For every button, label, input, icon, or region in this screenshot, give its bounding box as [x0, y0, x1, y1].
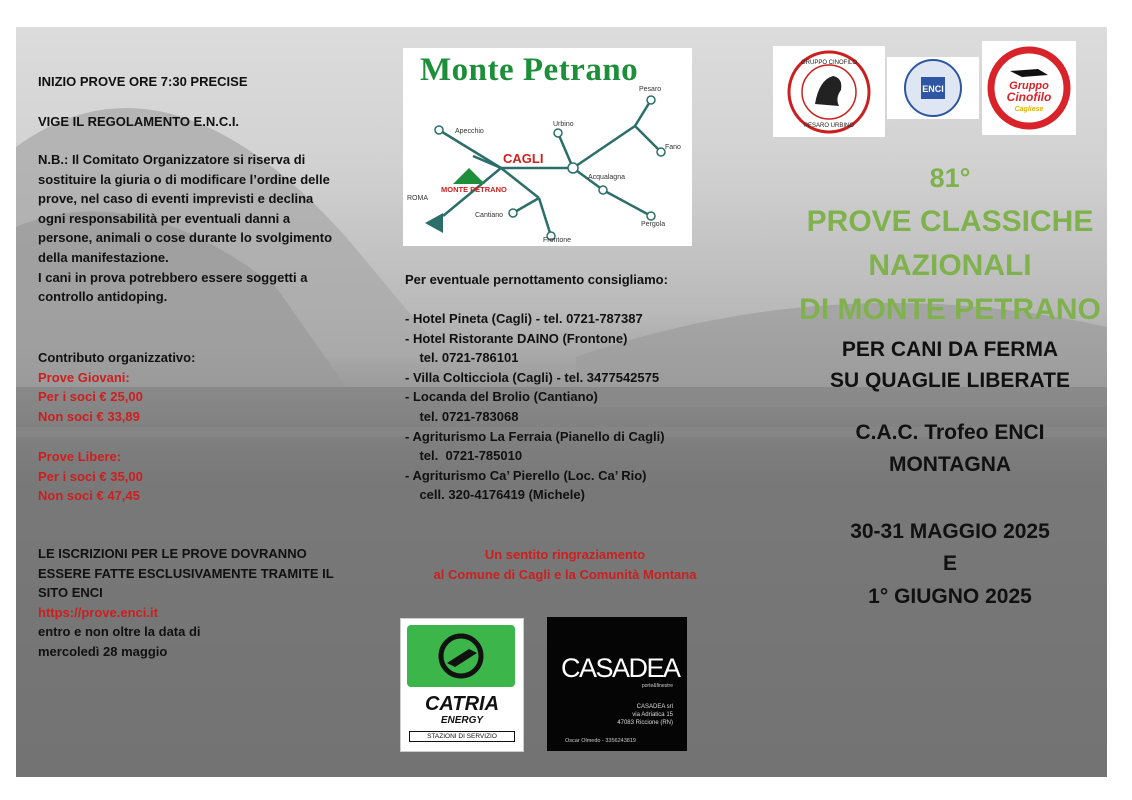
map-title: Monte Petrano: [420, 52, 639, 88]
area-map: [403, 48, 692, 246]
fuel-nozzle-icon: [407, 625, 515, 687]
enci-seal-icon: [887, 57, 979, 119]
young-nonmembers-fee: Non soci € 33,89: [38, 408, 140, 424]
event-title-line2: NAZIONALI: [868, 249, 1032, 282]
casadea-address: [617, 703, 673, 727]
lodging-list: [405, 309, 665, 505]
catria-green-panel: [407, 625, 515, 687]
map-label-cantiano: Cantiano: [475, 212, 504, 219]
note-line: controllo antidoping.: [38, 289, 168, 305]
date-line1: 30-31 MAGGIO 2025: [850, 520, 1050, 543]
free-fees-block: [38, 447, 143, 506]
brochure-page: [16, 27, 1107, 777]
lodging-line: tel. 0721-783068: [405, 408, 519, 424]
note-line: prove, nel caso di eventi imprevisti e declina: [38, 191, 314, 207]
event-title-line1: PROVE CLASSICHE: [806, 205, 1094, 238]
event-subtitle-line1: PER CANI DA FERMA: [841, 338, 1059, 361]
start-time: INIZIO PROVE ORE 7:30 PRECISE: [38, 74, 248, 89]
event-title-line3: DI MONTE PETRANO: [799, 293, 1101, 326]
lodging-heading: Per eventuale pernottamento consigliamo:: [405, 272, 668, 287]
map-label-monte-petrano: MONTE PETRANO: [441, 185, 507, 194]
cagliese-line2: Cinofilo: [1006, 90, 1052, 104]
date-line3: 1° GIUGNO 2025: [868, 585, 1032, 608]
casadea-tag: porte&finestre: [641, 683, 673, 689]
casadea-logo: [547, 617, 687, 751]
lodging-line: - Hotel Pineta (Cagli) - tel. 0721-787387: [405, 311, 643, 326]
event-subtitle-line2: SU QUAGLIE LIBERATE: [830, 369, 1070, 392]
note-line: ogni responsabilità per eventuali danni a: [38, 210, 291, 226]
cagliese-badge-icon: [982, 41, 1076, 135]
deadline-line: entro e non oltre la data di: [38, 624, 201, 640]
enci-text: ENCI: [922, 84, 944, 94]
casadea-address-line: via Adriatica 15: [632, 712, 673, 718]
free-nonmembers-fee: Non soci € 47,45: [38, 488, 140, 504]
cagliese-line3: Cagliese: [1014, 106, 1044, 113]
young-heading: Prove Giovani:: [38, 369, 130, 385]
date-line2: E: [942, 552, 957, 575]
cagliese-logo: [982, 41, 1076, 135]
map-label-apecchio: Apecchio: [455, 128, 484, 135]
catria-energy-logo: [400, 618, 524, 752]
note-line: N.B.: Il Comitato Organizzatore si riserva di: [38, 152, 306, 167]
edition-number: 81°: [929, 163, 971, 193]
rules-line: VIGE IL REGOLAMENTO E.N.C.I.: [38, 114, 240, 129]
pesaro-urbino-logo: [773, 46, 885, 137]
deadline-line: mercoledì 28 maggio: [38, 643, 168, 659]
catria-sub: ENERGY: [440, 715, 484, 726]
enci-logo: [887, 57, 979, 119]
registration-block: [38, 544, 334, 662]
cagliese-line1: Gruppo: [1009, 80, 1049, 92]
map-label-pesaro: Pesaro: [639, 86, 662, 93]
thanks-line: Un sentito ringraziamento: [484, 547, 646, 562]
casadea-name: CASADEA: [561, 653, 680, 683]
fee-heading: Contributo organizzativo:: [38, 350, 196, 365]
road-network: [403, 48, 692, 246]
casadea-contact: Oscar Olmedo - 3356243819: [565, 738, 636, 744]
note-line: della manifestazione.: [38, 249, 169, 265]
pesaro-seal-icon: [773, 46, 885, 137]
lodging-line: tel. 0721-786101: [405, 350, 519, 366]
map-label-cagli: CAGLI: [503, 151, 544, 166]
note-line: persone, animali o cose durante lo svolgimento: [38, 230, 333, 246]
fees-block: [38, 348, 195, 426]
lodging-line: - Agriturismo Ca’ Pierello (Loc. Ca’ Rio): [405, 467, 647, 483]
note-line: sostituire la giuria o di modificare l’ordine delle: [38, 171, 330, 187]
registration-line: LE ISCRIZIONI PER LE PROVE DOVRANNO: [38, 546, 307, 561]
map-label-roma: ROMA: [407, 195, 428, 202]
map-label-acqualagna: Acqualagna: [588, 174, 625, 181]
lodging-line: - Locanda del Brolio (Cantiano): [405, 389, 598, 405]
free-members-fee: Per i soci € 35,00: [38, 468, 143, 484]
map-label-urbino: Urbino: [553, 121, 574, 128]
lodging-line: cell. 320-4176419 (Michele): [405, 487, 585, 503]
registration-line: ESSERE FATTE ESCLUSIVAMENTE TRAMITE IL: [38, 565, 334, 581]
note-line: I cani in prova potrebbero essere soggetti a: [38, 269, 308, 285]
registration-line: SITO ENCI: [38, 585, 103, 601]
trophy-line2: MONTAGNA: [888, 453, 1012, 476]
catria-name: CATRIA: [424, 693, 500, 715]
lodging-line: - Villa Colticciola (Cagli) - tel. 3477542575: [405, 369, 660, 385]
pesaro-ring-top: GRUPPO CINOFILO: [800, 60, 858, 66]
lodging-line: - Agriturismo La Ferraia (Pianello di Cagli): [405, 428, 665, 444]
casadea-address-line: CASADEA srl: [636, 704, 673, 710]
map-label-frontone: Frontone: [543, 237, 572, 244]
map-label-fano: Fano: [665, 144, 681, 151]
thanks-line: al Comune di Cagli e la Comunità Montana: [433, 566, 697, 582]
catria-footer: STAZIONI DI SERVIZIO: [409, 731, 515, 742]
map-label-pergola: Pergola: [641, 221, 666, 228]
registration-link[interactable]: https://prove.enci.it: [38, 604, 158, 620]
disclaimer-note: [38, 150, 332, 307]
thanks-block: [400, 545, 730, 584]
pesaro-ring-bottom: PESARO URBINO: [803, 123, 855, 129]
casadea-address-line: 47083 Riccione (RN): [617, 720, 673, 726]
lodging-line: - Hotel Ristorante DAINO (Frontone): [405, 330, 628, 346]
lodging-line: tel. 0721-785010: [405, 448, 523, 464]
trophy-line1: C.A.C. Trofeo ENCI: [855, 421, 1045, 444]
young-members-fee: Per i soci € 25,00: [38, 389, 143, 405]
free-heading: Prove Libere:: [38, 449, 122, 464]
